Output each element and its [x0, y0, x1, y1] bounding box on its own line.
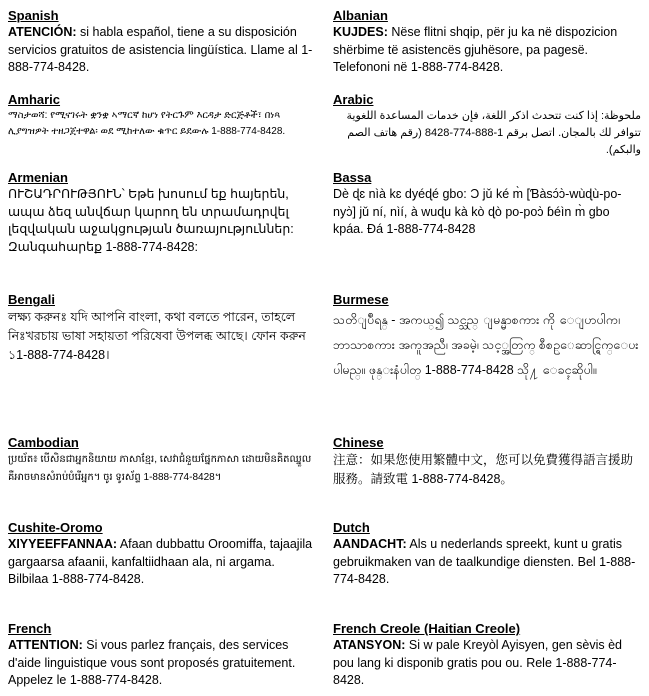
language-heading: Cushite-Oromo — [8, 520, 103, 535]
notice-albanian — [333, 8, 641, 77]
notice-body: Als u nederlands spreekt, kunt u gratis gebruikmaken van de taalkundige diensten. Bel 1-888-774-8428. — [333, 537, 636, 586]
language-heading: Bassa — [333, 170, 372, 185]
notice-body: Afaan dubbattu Oroomiffa, tajaajila gargaarsa afaanii, kanfaltiidhaan ala, ni argama. Bilbilaa 1-888-774-8428. — [8, 537, 313, 586]
language-heading: Spanish — [8, 8, 59, 23]
notice-body: Si vous parlez français, des services d'aide linguistique vous sont proposés gratuitement. Appelez le 1-888-774-8428. — [8, 638, 296, 687]
notice-bengali — [8, 292, 316, 365]
notice-text — [333, 451, 641, 489]
notice-body: သတိျပဳရန္ - အကယ္၍ သင္သည္ ျမန္မာစကား ကို ေျပာပါက၊ ဘာသာစကား အကူအညီ၊ အခမဲ့၊ သင့္အတြက္ စီစဥ္ေဆာင္ရြက္ေပးပါမည္။ ဖုန္းနံပါတ္ 1-888-774-8428 သို႔ ေခၚဆိုပါ။ — [333, 313, 639, 377]
notice-chinese — [333, 435, 641, 489]
language-heading: Dutch — [333, 520, 370, 535]
notice-keyword: XIYYEEFFANNAA: — [8, 537, 118, 551]
notice-text — [8, 186, 316, 256]
notice-text — [8, 536, 316, 589]
notice-text — [333, 637, 641, 690]
notice-text — [8, 637, 316, 690]
notice-amharic — [8, 92, 316, 140]
notice-text — [333, 108, 641, 159]
language-heading: Cambodian — [8, 435, 79, 450]
notice-armenian — [8, 170, 316, 256]
notice-cambodian — [8, 435, 316, 487]
language-heading: Arabic — [333, 92, 374, 107]
notice-body: ملحوظة: إذا كنت تتحدث اذكر اللغة، فإن خدمات المساعدة اللغوية تتوافر لك بالمجان. اتصل برقم 1-888-774-8428 (رقم هاتف الصم والبكم). — [346, 110, 641, 156]
notice-text — [8, 24, 316, 77]
notice-body: ማስታወሻ: የሚናገሩት ቋንቋ ኣማርኛ ከሆነ የትርጉም እርዳታ ድርጅቶች፣ በነጻ ሊያግዝዎት ተዘጋጀተዋል፡ ወደ ሚከተለው ቁጥር ይደውሉ 1-888-774-8428. — [8, 110, 286, 137]
language-heading: Burmese — [333, 292, 389, 307]
language-heading: Albanian — [333, 8, 388, 23]
notice-keyword: AANDACHT: — [333, 537, 407, 551]
language-heading: French — [8, 621, 52, 636]
notice-french — [8, 621, 316, 690]
notice-keyword: ATTENTION: — [8, 638, 83, 652]
notice-arabic — [333, 92, 641, 159]
notice-text — [8, 108, 316, 140]
notice-text — [333, 24, 641, 77]
notice-body: Dè ɖɛ nìà kɛ dyéɖé gbo: Ɔ jǔ ké m̀ [Ɓàsɔ́ɔ̀-wùɖù-po-nyɔ̀] jǔ ní, nìí, à wuɖu kà kò ɖò po-poɔ̀ ɓéìn m̀ gbo kpáa. Ɖá 1-888-774-8428 — [333, 187, 622, 236]
notice-text — [8, 308, 316, 365]
notice-body: si habla español, tiene a su disposición servicios gratuitos de asistencia lingüística. Llame al 1-888-774-8428. — [8, 25, 313, 74]
notice-french-creole — [333, 621, 641, 690]
language-heading: Bengali — [8, 292, 55, 307]
notice-text — [333, 186, 641, 239]
notice-bassa — [333, 170, 641, 239]
notice-body: Si w pale Kreyòl Ayisyen, gen sèvis èd pou lang ki disponib gratis pou ou. Rele 1-888-774-8428. — [333, 638, 623, 687]
notice-burmese — [333, 292, 641, 383]
notice-dutch — [333, 520, 641, 589]
language-heading: Chinese — [333, 435, 384, 450]
notice-body: ប្រយ័ត៖ បើសិនជាអ្នកនិយាយ ភាសាខ្មែរ, សេវាជំនួយផ្នែកភាសា ដោយមិនគិតឈ្នួល គឺអាចមានសំរាប់បំរើអ្នក។ ចូរ ទូរស័ព្ទ 1-888-774-8428។ — [8, 454, 312, 483]
notice-keyword: ATANSYON: — [333, 638, 406, 652]
language-heading: French Creole (Haitian Creole) — [333, 621, 521, 636]
notice-spanish — [8, 8, 316, 77]
notice-body: 注意：如果您使用繁體中文，您可以免費獲得語言援助服務。請致電 1-888-774-8428。 — [333, 453, 634, 486]
language-heading: Amharic — [8, 92, 61, 107]
language-heading: Armenian — [8, 170, 68, 185]
notice-cushite-oromo — [8, 520, 316, 589]
notice-body: লক্ষ্য করুনঃ যদি আপনি বাংলা, কথা বলতে পারেন, তাহলে নিঃখরচায় ভাষা সহায়তা পরিষেবা উপলব্ধ আছে। ফোন করুন ১1-888-774-8428। — [8, 310, 306, 362]
notice-keyword: KUJDES: — [333, 25, 388, 39]
notice-keyword: ATENCIÓN: — [8, 25, 77, 39]
notice-text — [333, 308, 641, 383]
notice-body: Nëse flitni shqip, për ju ka në dispozicion shërbime të asistencës gjuhësore, pa pagesë. Telefononi në 1-888-774-8428. — [333, 25, 618, 74]
notice-text — [333, 536, 641, 589]
notice-body: ՈՒՇԱԴՐՈՒԹՅՈՒՆ՝ Եթե խոսում եք հայերեն, ապա ձեզ անվճար կարող են տրամադրվել լեզվական աջակցության ծառայություններ: Զանգահարեք 1-888-774-8428: — [8, 187, 294, 254]
notice-text — [8, 451, 316, 487]
